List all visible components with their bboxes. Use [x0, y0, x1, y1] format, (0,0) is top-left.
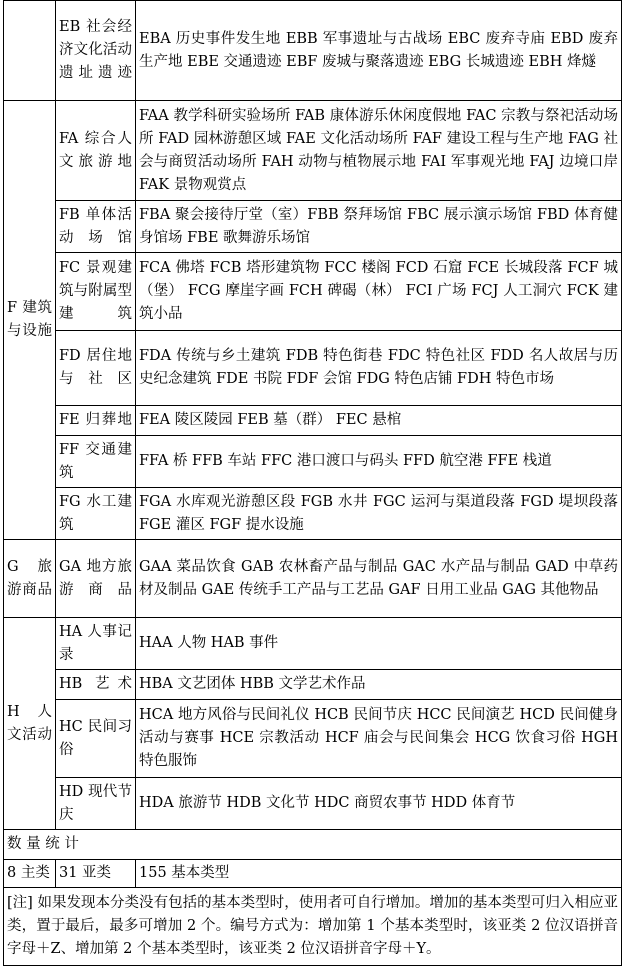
table-row: [4, 618, 622, 670]
basic-types-cell: HAA 人物 HAB 事件: [136, 618, 622, 670]
main-category-cell: G 旅游商品: [4, 540, 56, 618]
classification-table: [3, 0, 622, 966]
basic-types-cell: FGA 水库观光游憩区段 FGB 水井 FGC 运河与渠道段落 FGD 堤坝段落 FGE 灌区 FGF 提水设施: [136, 488, 622, 540]
subcategory-cell: HB 艺术: [56, 670, 136, 700]
subcategory-cell: HD 现代节庆: [56, 778, 136, 830]
basic-types-cell: GAA 菜品饮食 GAB 农林畜产品与制品 GAC 水产品与制品 GAD 中草药材及制品 GAE 传统手工产品与工艺品 GAF 日用工业品 GAG 其他物品: [136, 540, 622, 618]
basic-types-cell: FDA 传统与乡土建筑 FDB 特色街巷 FDC 特色社区 FDD 名人故居与历史纪念建筑 FDE 书院 FDF 会馆 FDG 特色店铺 FDH 特色市场: [136, 331, 622, 406]
main-category-cell: H 人文活动: [4, 618, 56, 830]
subcategory-cell: FB 单体活动场馆: [56, 201, 136, 253]
note-row: [4, 888, 622, 966]
table-row: [4, 253, 622, 331]
subcategory-cell: FF 交通建筑: [56, 436, 136, 488]
table-row: [4, 436, 622, 488]
note-text: [注] 如果发现本分类没有包括的基本类型时，使用者可自行增加。增加的基本类型可归入相应亚类，置于最后，最多可增加 2 个。编号方式为：增加第 1 个基本类型时，该亚类 2 位汉语拼音字母＋Z、增加第 2 个基本类型时，该亚类 2 位汉语拼音字母＋Y。: [4, 888, 622, 966]
subcategory-cell: HA 人事记录: [56, 618, 136, 670]
subcategory-cell: FC 景观建筑与附属型建筑: [56, 253, 136, 331]
table-row: [4, 700, 622, 778]
table-row: [4, 1, 622, 101]
basic-types-cell: FEA 陵区陵园 FEB 墓（群） FEC 悬棺: [136, 406, 622, 436]
basic-types-cell: HDA 旅游节 HDB 文化节 HDC 商贸农事节 HDD 体育节: [136, 778, 622, 830]
table-row: [4, 201, 622, 253]
stats-header-row: [4, 830, 622, 860]
subcategory-cell: FG 水工建筑: [56, 488, 136, 540]
basic-type-count: 155 基本类型: [136, 860, 622, 888]
basic-types-cell: FCA 佛塔 FCB 塔形建筑物 FCC 楼阁 FCD 石窟 FCE 长城段落 FCF 城（堡） FCG 摩崖字画 FCH 碑碣（林） FCI 广场 FCJ 人工洞穴 FCK 建筑小品: [136, 253, 622, 331]
table-row: [4, 488, 622, 540]
table-row: [4, 331, 622, 406]
subcategory-cell: EB 社会经济文化活动遗址遗迹: [56, 1, 136, 101]
table-row: [4, 406, 622, 436]
stats-row: [4, 860, 622, 888]
table-row: [4, 540, 622, 618]
table-row: [4, 101, 622, 201]
main-category-cell: F 建筑与设施: [4, 101, 56, 540]
stats-title: 数 量 统 计: [4, 830, 622, 860]
basic-types-cell: FFA 桥 FFB 车站 FFC 港口渡口与码头 FFD 航空港 FFE 栈道: [136, 436, 622, 488]
basic-types-cell: HCA 地方风俗与民间礼仪 HCB 民间节庆 HCC 民间演艺 HCD 民间健身活动与赛事 HCE 宗教活动 HCF 庙会与民间集会 HCG 饮食习俗 HGH 特色服饰: [136, 700, 622, 778]
table-row: [4, 778, 622, 830]
subcategory-cell: FD 居住地与社区: [56, 331, 136, 406]
subcategory-cell: GA 地方旅游商品: [56, 540, 136, 618]
basic-types-cell: HBA 文艺团体 HBB 文学艺术作品: [136, 670, 622, 700]
subcategory-count: 31 亚类: [56, 860, 136, 888]
basic-types-cell: FAA 教学科研实验场所 FAB 康体游乐休闲度假地 FAC 宗教与祭祀活动场所 FAD 园林游憩区域 FAE 文化活动场所 FAF 建设工程与生产地 FAG 社会与商贸活动场所 FAH 动物与植物展示地 FAI 军事观光地 FAJ 边境口岸 FAK 景物观赏点: [136, 101, 622, 201]
main-category-cell: [4, 1, 56, 101]
table-row: [4, 670, 622, 700]
main-category-count: 8 主类: [4, 860, 56, 888]
basic-types-cell: EBA 历史事件发生地 EBB 军事遗址与古战场 EBC 废弃寺庙 EBD 废弃生产地 EBE 交通遗迹 EBF 废城与聚落遗迹 EBG 长城遗迹 EBH 烽燧: [136, 1, 622, 101]
subcategory-cell: FE 归葬地: [56, 406, 136, 436]
subcategory-cell: FA 综合人文旅游地: [56, 101, 136, 201]
subcategory-cell: HC 民间习俗: [56, 700, 136, 778]
basic-types-cell: FBA 聚会接待厅堂（室）FBB 祭拜场馆 FBC 展示演示场馆 FBD 体育健身馆场 FBE 歌舞游乐场馆: [136, 201, 622, 253]
